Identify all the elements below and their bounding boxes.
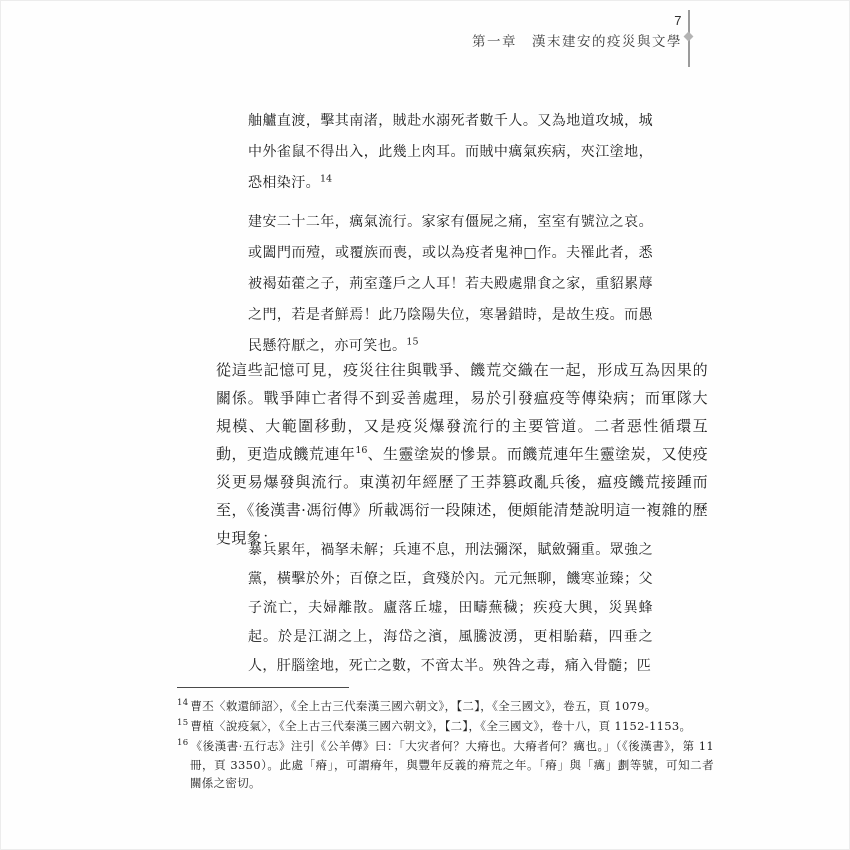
footnote-separator-rule bbox=[177, 687, 349, 688]
quote-text: 舳艫直渡，擊其南渚，賊赴水溺死者數千人。又為地道攻城，城中外雀鼠不得出入，此幾上肉耳。而賊中癘氣疾病，夾江塗地，恐相染汙。 bbox=[248, 113, 653, 191]
chapter-running-title: 第一章 漢末建安的疫災與文學 bbox=[472, 34, 682, 49]
block-quote-cao-zhi bbox=[248, 207, 653, 362]
page-number: 7 bbox=[674, 13, 682, 28]
footnote-number: 16 bbox=[177, 738, 189, 749]
block-quote-feng-yan bbox=[248, 536, 653, 681]
footnote-ref-14: 14 bbox=[320, 173, 333, 185]
block-quote-cao-pi bbox=[248, 106, 653, 199]
footnote-text: 曹丕〈敕還師詔〉，《全上古三代秦漢三國六朝文》，【二】，《全三國文》，卷五，頁 1079。 bbox=[190, 699, 657, 713]
footnote-number: 15 bbox=[177, 718, 189, 729]
footnote-15 bbox=[177, 717, 714, 736]
body-text-after-ref: 、生靈塗炭的慘景。而饑荒連年生靈塗炭，又使疫災更易爆發與流行。東漢初年經歷了王莽篡政亂兵後，瘟疫饑荒接踵而至，《後漢書·馮衍傳》所載馮衍一段陳述，便頗能清楚說明這一複雜的歷史現象： bbox=[216, 445, 708, 547]
body-paragraph bbox=[216, 356, 708, 552]
footnotes-block bbox=[177, 697, 714, 794]
running-head bbox=[0, 12, 682, 52]
footnote-text: 《後漢書·五行志》注引《公羊傳》曰：「大灾者何？大瘠也。大瘠者何？癘也。」（《後漢書》，第 11 冊，頁 3350）。此處「瘠」，可謂瘠年，與豐年反義的瘠荒之年。「瘠」與「癘」劃等號，可知二者關係之密切。 bbox=[190, 739, 714, 790]
footnote-ref-15: 15 bbox=[406, 336, 419, 348]
footnote-text: 曹植〈說疫氣〉，《全上古三代秦漢三國六朝文》，【二】，《全三國文》，卷十八，頁 1152-1153。 bbox=[190, 719, 692, 733]
quote-text: 建安二十二年，癘氣流行。家家有僵屍之痛，室室有號泣之哀。或闔門而殪，或覆族而喪，或以為疫者鬼神□作。夫罹此者，悉被褐茹藿之子，荊室蓬戶之人耳！若夫殿處鼎食之家，重貂累蓐之門，若是者鮮焉！此乃陰陽失位，寒暑錯時，是故生疫。而愚民懸符厭之，亦可笑也。 bbox=[248, 214, 653, 354]
body-text-before-ref: 從這些記憶可見，疫災往往與戰爭、饑荒交織在一起，形成互為因果的關係。戰爭陣亡者得不到妥善處理，易於引發瘟疫等傳染病；而軍隊大規模、大範圍移動，又是疫災爆發流行的主要管道。二者惡性循環互動，更造成饑荒連年 bbox=[216, 361, 708, 463]
footnote-16 bbox=[177, 737, 714, 793]
quote-text: 暴兵累年，禍拏未解；兵連不息，刑法彌深，賦斂彌重。眾強之黨，橫擊於外；百僚之臣，貪殘於內。元元無聊，饑寒並臻；父子流亡，夫婦離散。廬落丘墟，田疇蕪穢；疾疫大興，災異蜂起。於是江湖之上，海岱之濱，風騰波湧，更相駘藉，四垂之人，肝腦塗地，死亡之數，不啻太半。殃咎之毒，痛入骨髓；匹 bbox=[248, 542, 653, 674]
footnote-number: 14 bbox=[177, 698, 189, 709]
header-rule-marker bbox=[684, 32, 694, 42]
footnote-14 bbox=[177, 697, 714, 716]
footnote-ref-16: 16 bbox=[355, 445, 368, 456]
